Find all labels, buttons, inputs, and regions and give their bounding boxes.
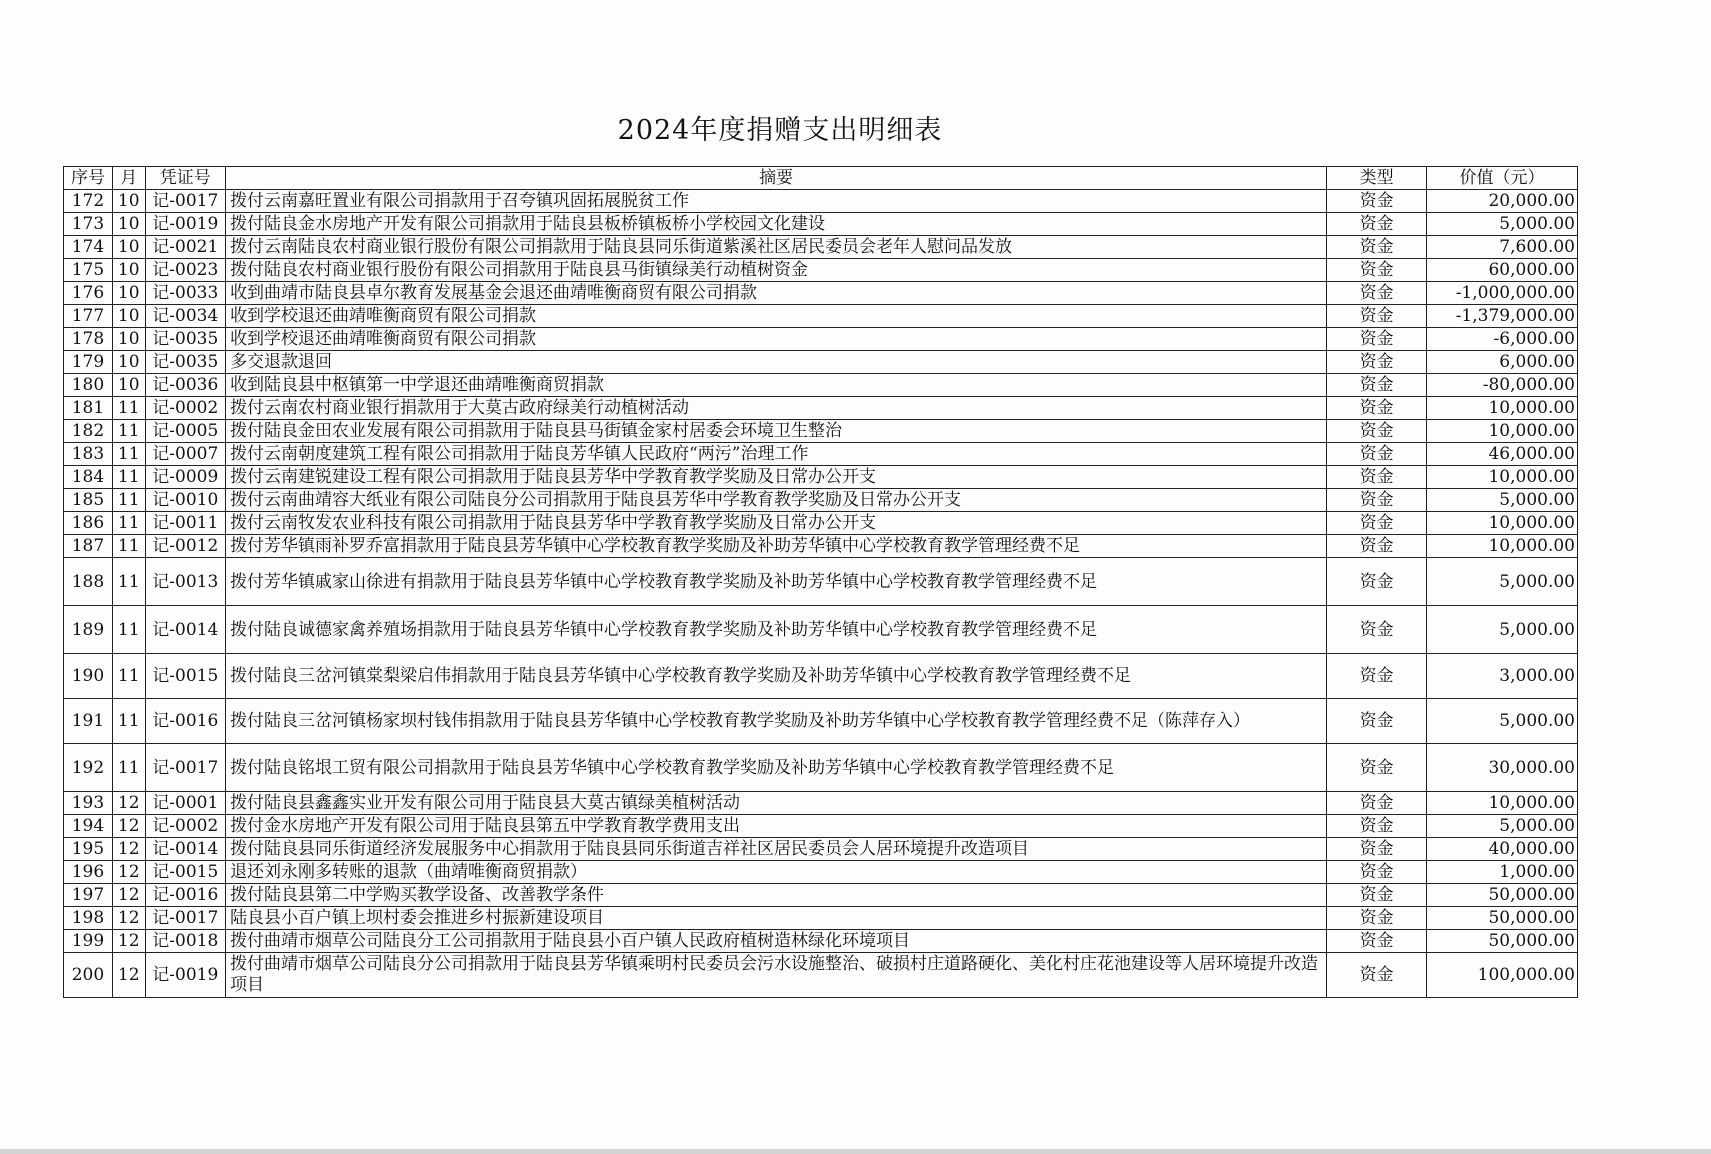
cell-month: 12 xyxy=(112,907,145,930)
cell-type: 资金 xyxy=(1327,282,1427,305)
cell-seq: 173 xyxy=(64,213,113,236)
cell-seq: 193 xyxy=(64,792,113,815)
cell-seq: 198 xyxy=(64,907,113,930)
cell-type: 资金 xyxy=(1327,815,1427,838)
cell-month: 10 xyxy=(112,328,145,351)
cell-voucher: 记-0002 xyxy=(145,397,226,420)
cell-seq: 186 xyxy=(64,512,113,535)
cell-summary: 拨付云南嘉旺置业有限公司捐款用于召夸镇巩固拓展脱贫工作 xyxy=(226,190,1327,213)
table-row xyxy=(64,259,1578,282)
cell-seq: 196 xyxy=(64,861,113,884)
cell-value: 5,000.00 xyxy=(1427,489,1578,512)
cell-voucher: 记-0017 xyxy=(145,907,226,930)
cell-month: 10 xyxy=(112,351,145,374)
cell-value: 40,000.00 xyxy=(1427,838,1578,861)
cell-month: 12 xyxy=(112,884,145,907)
table-row xyxy=(64,305,1578,328)
cell-value: 50,000.00 xyxy=(1427,884,1578,907)
cell-seq: 182 xyxy=(64,420,113,443)
table-row xyxy=(64,744,1578,792)
cell-summary: 拨付陆良三岔河镇杨家坝村钱伟捐款用于陆良县芳华镇中心学校教育教学奖励及补助芳华镇中心学校教育教学管理经费不足（陈萍存入） xyxy=(226,699,1327,744)
table-row xyxy=(64,838,1578,861)
table-row xyxy=(64,351,1578,374)
cell-seq: 187 xyxy=(64,535,113,558)
table-row xyxy=(64,213,1578,236)
cell-value: 50,000.00 xyxy=(1427,907,1578,930)
cell-summary: 拨付云南朝度建筑工程有限公司捐款用于陆良芳华镇人民政府“两污”治理工作 xyxy=(226,443,1327,466)
cell-month: 10 xyxy=(112,236,145,259)
cell-summary: 收到学校退还曲靖唯衡商贸有限公司捐款 xyxy=(226,305,1327,328)
cell-voucher: 记-0014 xyxy=(145,606,226,654)
table-row xyxy=(64,930,1578,953)
cell-seq: 191 xyxy=(64,699,113,744)
cell-voucher: 记-0005 xyxy=(145,420,226,443)
page-title: 2024年度捐赠支出明细表 xyxy=(617,115,943,146)
cell-summary: 拨付陆良农村商业银行股份有限公司捐款用于陆良县马街镇绿美行动植树资金 xyxy=(226,259,1327,282)
table-row xyxy=(64,535,1578,558)
cell-seq: 200 xyxy=(64,953,113,998)
cell-seq: 185 xyxy=(64,489,113,512)
cell-type: 资金 xyxy=(1327,305,1427,328)
cell-summary: 拨付云南曲靖容大纸业有限公司陆良分公司捐款用于陆良县芳华中学教育教学奖励及日常办公开支 xyxy=(226,489,1327,512)
cell-summary: 收到陆良县中枢镇第一中学退还曲靖唯衡商贸捐款 xyxy=(226,374,1327,397)
table-row xyxy=(64,907,1578,930)
cell-month: 11 xyxy=(112,535,145,558)
cell-voucher: 记-0036 xyxy=(145,374,226,397)
cell-summary: 拨付云南牧发农业科技有限公司捐款用于陆良县芳华中学教育教学奖励及日常办公开支 xyxy=(226,512,1327,535)
cell-type: 资金 xyxy=(1327,213,1427,236)
cell-voucher: 记-0016 xyxy=(145,884,226,907)
cell-summary: 拨付陆良诚德家禽养殖场捐款用于陆良县芳华镇中心学校教育教学奖励及补助芳华镇中心学校教育教学管理经费不足 xyxy=(226,606,1327,654)
cell-summary: 拨付芳华镇戚家山徐进有捐款用于陆良县芳华镇中心学校教育教学奖励及补助芳华镇中心学校教育教学管理经费不足 xyxy=(226,558,1327,606)
cell-value: 20,000.00 xyxy=(1427,190,1578,213)
cell-seq: 192 xyxy=(64,744,113,792)
cell-voucher: 记-0034 xyxy=(145,305,226,328)
donation-table xyxy=(63,166,1578,998)
cell-type: 资金 xyxy=(1327,489,1427,512)
cell-summary: 拨付陆良金水房地产开发有限公司捐款用于陆良县板桥镇板桥小学校园文化建设 xyxy=(226,213,1327,236)
header-summary: 摘要 xyxy=(226,167,1327,190)
table-row xyxy=(64,282,1578,305)
cell-type: 资金 xyxy=(1327,838,1427,861)
cell-seq: 190 xyxy=(64,654,113,699)
cell-summary: 拨付陆良县第二中学购买教学设备、改善教学条件 xyxy=(226,884,1327,907)
cell-seq: 184 xyxy=(64,466,113,489)
table-row xyxy=(64,397,1578,420)
cell-summary: 收到学校退还曲靖唯衡商贸有限公司捐款 xyxy=(226,328,1327,351)
cell-voucher: 记-0002 xyxy=(145,815,226,838)
cell-value: 10,000.00 xyxy=(1427,397,1578,420)
header-month: 月 xyxy=(112,167,145,190)
cell-value: -80,000.00 xyxy=(1427,374,1578,397)
cell-type: 资金 xyxy=(1327,351,1427,374)
table-header-row xyxy=(64,167,1578,190)
table-row xyxy=(64,512,1578,535)
cell-summary: 拨付金水房地产开发有限公司用于陆良县第五中学教育教学费用支出 xyxy=(226,815,1327,838)
cell-summary: 拨付曲靖市烟草公司陆良分公司捐款用于陆良县芳华镇乘明村民委员会污水设施整治、破损村庄道路硬化、美化村庄花池建设等人居环境提升改造项目 xyxy=(226,953,1327,998)
cell-voucher: 记-0014 xyxy=(145,838,226,861)
cell-type: 资金 xyxy=(1327,884,1427,907)
cell-value: -1,379,000.00 xyxy=(1427,305,1578,328)
table-body xyxy=(64,190,1578,998)
cell-value: -6,000.00 xyxy=(1427,328,1578,351)
cell-month: 12 xyxy=(112,861,145,884)
table-row xyxy=(64,443,1578,466)
header-type: 类型 xyxy=(1327,167,1427,190)
cell-summary: 拨付云南陆良农村商业银行股份有限公司捐款用于陆良县同乐街道紫溪社区居民委员会老年人慰问品发放 xyxy=(226,236,1327,259)
table-row xyxy=(64,861,1578,884)
cell-type: 资金 xyxy=(1327,861,1427,884)
cell-month: 11 xyxy=(112,744,145,792)
cell-value: 3,000.00 xyxy=(1427,654,1578,699)
cell-value: 5,000.00 xyxy=(1427,213,1578,236)
cell-type: 资金 xyxy=(1327,953,1427,998)
table-row xyxy=(64,792,1578,815)
cell-type: 资金 xyxy=(1327,443,1427,466)
cell-month: 10 xyxy=(112,305,145,328)
cell-voucher: 记-0009 xyxy=(145,466,226,489)
cell-summary: 拨付陆良县同乐街道经济发展服务中心捐款用于陆良县同乐街道吉祥社区居民委员会人居环境提升改造项目 xyxy=(226,838,1327,861)
cell-type: 资金 xyxy=(1327,190,1427,213)
cell-type: 资金 xyxy=(1327,328,1427,351)
cell-month: 11 xyxy=(112,420,145,443)
cell-voucher: 记-0018 xyxy=(145,930,226,953)
table-row xyxy=(64,236,1578,259)
cell-month: 12 xyxy=(112,838,145,861)
cell-value: 60,000.00 xyxy=(1427,259,1578,282)
cell-month: 11 xyxy=(112,489,145,512)
cell-seq: 180 xyxy=(64,374,113,397)
cell-value: 7,600.00 xyxy=(1427,236,1578,259)
cell-voucher: 记-0011 xyxy=(145,512,226,535)
cell-type: 资金 xyxy=(1327,374,1427,397)
cell-seq: 199 xyxy=(64,930,113,953)
cell-voucher: 记-0019 xyxy=(145,953,226,998)
cell-value: 10,000.00 xyxy=(1427,512,1578,535)
cell-value: 10,000.00 xyxy=(1427,466,1578,489)
cell-type: 资金 xyxy=(1327,792,1427,815)
cell-type: 资金 xyxy=(1327,512,1427,535)
cell-summary: 拨付芳华镇雨补罗乔富捐款用于陆良县芳华镇中心学校教育教学奖励及补助芳华镇中心学校教育教学管理经费不足 xyxy=(226,535,1327,558)
cell-value: 1,000.00 xyxy=(1427,861,1578,884)
cell-type: 资金 xyxy=(1327,259,1427,282)
cell-voucher: 记-0015 xyxy=(145,654,226,699)
cell-seq: 197 xyxy=(64,884,113,907)
header-voucher: 凭证号 xyxy=(145,167,226,190)
cell-value: 10,000.00 xyxy=(1427,535,1578,558)
cell-voucher: 记-0035 xyxy=(145,328,226,351)
table-row xyxy=(64,606,1578,654)
cell-type: 资金 xyxy=(1327,907,1427,930)
cell-voucher: 记-0016 xyxy=(145,699,226,744)
table-row xyxy=(64,654,1578,699)
cell-voucher: 记-0035 xyxy=(145,351,226,374)
cell-seq: 181 xyxy=(64,397,113,420)
cell-summary: 拨付云南农村商业银行捐款用于大莫古政府绿美行动植树活动 xyxy=(226,397,1327,420)
cell-month: 12 xyxy=(112,953,145,998)
cell-summary: 拨付云南建锐建设工程有限公司捐款用于陆良县芳华中学教育教学奖励及日常办公开支 xyxy=(226,466,1327,489)
cell-voucher: 记-0007 xyxy=(145,443,226,466)
cell-month: 10 xyxy=(112,374,145,397)
cell-type: 资金 xyxy=(1327,654,1427,699)
cell-month: 12 xyxy=(112,815,145,838)
cell-voucher: 记-0010 xyxy=(145,489,226,512)
cell-value: 46,000.00 xyxy=(1427,443,1578,466)
cell-value: 5,000.00 xyxy=(1427,558,1578,606)
cell-summary: 多交退款退回 xyxy=(226,351,1327,374)
table-row xyxy=(64,489,1578,512)
cell-month: 11 xyxy=(112,558,145,606)
cell-voucher: 记-0023 xyxy=(145,259,226,282)
cell-value: 30,000.00 xyxy=(1427,744,1578,792)
cell-voucher: 记-0019 xyxy=(145,213,226,236)
cell-month: 12 xyxy=(112,792,145,815)
page-bottom-edge xyxy=(0,1149,1711,1154)
table-row xyxy=(64,466,1578,489)
cell-month: 11 xyxy=(112,466,145,489)
cell-seq: 183 xyxy=(64,443,113,466)
cell-type: 资金 xyxy=(1327,420,1427,443)
cell-month: 10 xyxy=(112,190,145,213)
cell-month: 11 xyxy=(112,443,145,466)
cell-summary: 拨付陆良三岔河镇棠梨梁启伟捐款用于陆良县芳华镇中心学校教育教学奖励及补助芳华镇中心学校教育教学管理经费不足 xyxy=(226,654,1327,699)
cell-value: -1,000,000.00 xyxy=(1427,282,1578,305)
cell-seq: 177 xyxy=(64,305,113,328)
cell-summary: 拨付曲靖市烟草公司陆良分工公司捐款用于陆良县小百户镇人民政府植树造林绿化环境项目 xyxy=(226,930,1327,953)
cell-type: 资金 xyxy=(1327,699,1427,744)
cell-voucher: 记-0013 xyxy=(145,558,226,606)
cell-month: 10 xyxy=(112,259,145,282)
cell-summary: 退还刘永刚多转账的退款（曲靖唯衡商贸捐款） xyxy=(226,861,1327,884)
cell-value: 5,000.00 xyxy=(1427,699,1578,744)
table-row xyxy=(64,190,1578,213)
cell-type: 资金 xyxy=(1327,397,1427,420)
cell-seq: 172 xyxy=(64,190,113,213)
table-row xyxy=(64,699,1578,744)
cell-summary: 收到曲靖市陆良县卓尔教育发展基金会退还曲靖唯衡商贸有限公司捐款 xyxy=(226,282,1327,305)
cell-month: 11 xyxy=(112,512,145,535)
cell-month: 12 xyxy=(112,930,145,953)
cell-month: 10 xyxy=(112,213,145,236)
cell-value: 100,000.00 xyxy=(1427,953,1578,998)
cell-seq: 179 xyxy=(64,351,113,374)
cell-seq: 189 xyxy=(64,606,113,654)
table-row xyxy=(64,374,1578,397)
cell-type: 资金 xyxy=(1327,930,1427,953)
header-value: 价值（元） xyxy=(1427,167,1578,190)
cell-month: 11 xyxy=(112,654,145,699)
cell-seq: 188 xyxy=(64,558,113,606)
table-row xyxy=(64,328,1578,351)
cell-value: 5,000.00 xyxy=(1427,815,1578,838)
cell-summary: 拨付陆良金田农业发展有限公司捐款用于陆良县马街镇金家村居委会环境卫生整治 xyxy=(226,420,1327,443)
cell-voucher: 记-0021 xyxy=(145,236,226,259)
cell-voucher: 记-0017 xyxy=(145,744,226,792)
cell-seq: 174 xyxy=(64,236,113,259)
cell-voucher: 记-0017 xyxy=(145,190,226,213)
cell-voucher: 记-0012 xyxy=(145,535,226,558)
cell-seq: 175 xyxy=(64,259,113,282)
cell-voucher: 记-0033 xyxy=(145,282,226,305)
cell-month: 11 xyxy=(112,606,145,654)
cell-value: 6,000.00 xyxy=(1427,351,1578,374)
table-row xyxy=(64,953,1578,998)
table-row xyxy=(64,884,1578,907)
cell-month: 11 xyxy=(112,397,145,420)
table-row xyxy=(64,815,1578,838)
cell-value: 10,000.00 xyxy=(1427,792,1578,815)
cell-type: 资金 xyxy=(1327,236,1427,259)
cell-voucher: 记-0015 xyxy=(145,861,226,884)
cell-value: 50,000.00 xyxy=(1427,930,1578,953)
cell-seq: 178 xyxy=(64,328,113,351)
cell-voucher: 记-0001 xyxy=(145,792,226,815)
cell-value: 5,000.00 xyxy=(1427,606,1578,654)
cell-summary: 拨付陆良铭垠工贸有限公司捐款用于陆良县芳华镇中心学校教育教学奖励及补助芳华镇中心学校教育教学管理经费不足 xyxy=(226,744,1327,792)
cell-type: 资金 xyxy=(1327,606,1427,654)
cell-month: 11 xyxy=(112,699,145,744)
cell-value: 10,000.00 xyxy=(1427,420,1578,443)
cell-seq: 194 xyxy=(64,815,113,838)
cell-type: 资金 xyxy=(1327,535,1427,558)
cell-summary: 拨付陆良县鑫鑫实业开发有限公司用于陆良县大莫古镇绿美植树活动 xyxy=(226,792,1327,815)
cell-type: 资金 xyxy=(1327,744,1427,792)
table-row xyxy=(64,420,1578,443)
cell-summary: 陆良县小百户镇上坝村委会推进乡村振新建设项目 xyxy=(226,907,1327,930)
cell-month: 10 xyxy=(112,282,145,305)
header-seq: 序号 xyxy=(64,167,113,190)
cell-type: 资金 xyxy=(1327,466,1427,489)
cell-type: 资金 xyxy=(1327,558,1427,606)
table-row xyxy=(64,558,1578,606)
cell-seq: 176 xyxy=(64,282,113,305)
cell-seq: 195 xyxy=(64,838,113,861)
